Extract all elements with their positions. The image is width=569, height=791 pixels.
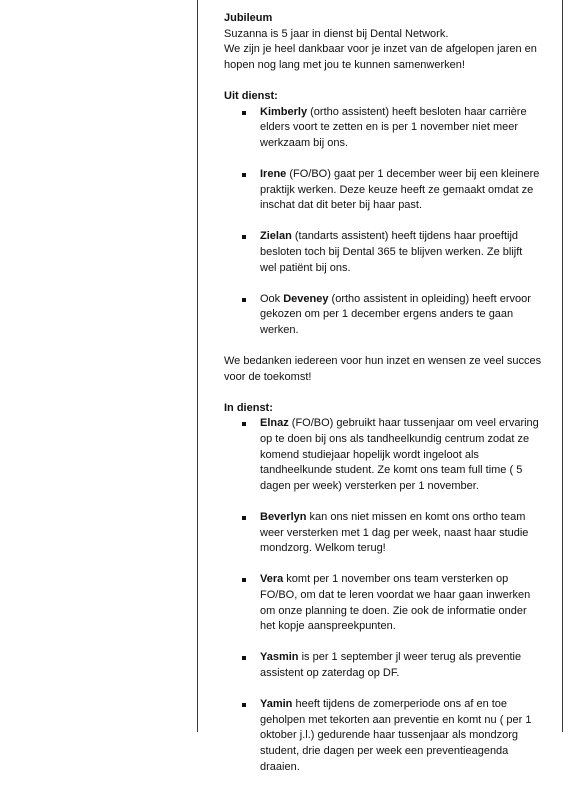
bullet-square-icon (242, 235, 246, 239)
item-line: draaien. (260, 760, 300, 773)
item-first-line (260, 167, 554, 183)
item-line: weer versterken met 1 dag per week, naast haar studie (260, 526, 529, 539)
item-text: is per 1 september jl weer terug als preventie (298, 651, 522, 664)
bullet-square-icon (242, 578, 246, 582)
bullet-square-icon (242, 298, 246, 302)
uit-dienst-section (224, 89, 554, 339)
person-name: Deveney (283, 292, 329, 305)
item-line: werkzaam bij ons. (260, 136, 349, 149)
bullet-square-icon (242, 111, 246, 115)
item-first-line (260, 510, 554, 526)
item-line: praktijk werken. Deze keuze heeft ze gemaakt omdat ze (260, 183, 534, 196)
jubileum-line: hopen nog lang met jou te kunnen samenwerken! (224, 58, 465, 71)
list-item (224, 650, 554, 681)
item-line: mondzorg. Welkom terug! (260, 542, 386, 555)
item-text: heeft tijdens de zomerperiode ons af en toe (292, 698, 508, 711)
in-dienst-heading: In dienst: (224, 401, 273, 414)
bullet-square-icon (242, 173, 246, 177)
item-first-line (260, 697, 554, 713)
list-item (224, 416, 554, 494)
item-line: elders voort te zetten en is per 1 november niet meer (260, 121, 519, 134)
item-text: (ortho assistent) heeft besloten haar carrière (307, 105, 527, 118)
item-text: (FO/BO) gaat per 1 december weer bij een kleinere (286, 167, 540, 180)
item-line: tandheelkunde student. Ze komt ons team full time ( 5 (260, 464, 523, 477)
list-item (224, 229, 554, 276)
item-line: dagen per week) versterken per 1 november. (260, 479, 479, 492)
item-first-line (260, 416, 554, 432)
item-first-line (260, 650, 554, 666)
item-first-line (260, 105, 554, 121)
list-item (224, 167, 554, 214)
spacer (224, 73, 554, 89)
list-item (224, 510, 554, 557)
uit-dienst-heading: Uit dienst: (224, 89, 278, 102)
item-first-line (260, 229, 554, 245)
item-line: assistent op zaterdag op DF. (260, 666, 400, 679)
item-line: wel patiënt bij ons. (260, 261, 351, 274)
thanks-line: voor de toekomst! (224, 370, 312, 383)
person-name: Beverlyn (260, 511, 307, 523)
person-name: Vera (260, 573, 284, 586)
item-line: werken. (260, 323, 299, 336)
bullet-square-icon (242, 703, 246, 707)
item-line: komend studiejaar hopelijk wordt ingeloot als (260, 448, 479, 461)
item-line: FO/BO, om dat te leren voordat we haar gaan inwerken (260, 588, 531, 601)
item-line: oktober j.l.) gedurende haar tussenjaar als mondzorg (260, 729, 519, 742)
thanks-line: We bedanken iedereen voor hun inzet en wensen ze veel succes (224, 355, 542, 368)
item-text: (tandarts assistent) heeft tijdens haar proeftijd (291, 230, 519, 243)
list-item (224, 697, 554, 775)
item-text: komt per 1 november ons team versterken op (283, 573, 509, 586)
person-name: Elnaz (260, 417, 289, 430)
right-border-line (562, 0, 563, 732)
person-name: Zielan (260, 230, 292, 243)
item-line: besloten toch bij Dental 365 te blijven werken. Ze blijft (260, 245, 523, 258)
thanks-paragraph (224, 354, 554, 385)
jubileum-line: Suzanna is 5 jaar in dienst bij Dental Network. (224, 27, 449, 40)
uit-dienst-list (224, 105, 554, 339)
item-line: het kopje aanspreekpunten. (260, 620, 396, 633)
item-first-line (260, 572, 554, 588)
item-line: inschat dat dit beter bij haar past. (260, 199, 423, 212)
newsletter-content (224, 11, 554, 791)
jubileum-heading: Jubileum (224, 12, 273, 24)
person-name: Kimberly (260, 105, 308, 118)
item-line: geholpen met tekorten aan preventie en komt nu ( per 1 (260, 713, 532, 726)
item-line: om onze planning te doen. Zie ook de informatie onder (260, 604, 527, 617)
left-border-line (197, 0, 198, 732)
in-dienst-section (224, 401, 554, 775)
jubileum-line: We zijn je heel dankbaar voor je inzet van de afgelopen jaren en (224, 43, 537, 56)
list-item (224, 292, 554, 339)
jubileum-section (224, 11, 554, 73)
page-left-margin (0, 0, 197, 732)
item-line: student, drie dagen per week een preventieagenda (260, 744, 509, 757)
person-name: Yasmin (260, 651, 299, 664)
item-prefix: Ook (260, 292, 284, 305)
bullet-square-icon (242, 516, 246, 520)
item-line: gekozen om per 1 december ergens anders te gaan (260, 308, 514, 321)
bullet-square-icon (242, 422, 246, 426)
spacer (224, 385, 554, 401)
item-text: (ortho assistent in opleiding) heeft ervoor (328, 292, 531, 305)
item-first-line (260, 292, 554, 308)
person-name: Irene (260, 167, 287, 180)
list-item (224, 105, 554, 152)
bullet-square-icon (242, 656, 246, 660)
person-name: Yamin (260, 698, 293, 711)
item-text: kan ons niet missen en komt ons ortho team (306, 511, 526, 523)
item-text: (FO/BO) gebruikt haar tussenjaar om veel ervaring (288, 417, 539, 430)
item-line: op te doen bij ons als tandheelkundig centrum zodat ze (260, 433, 530, 446)
list-item (224, 572, 554, 634)
in-dienst-list (224, 416, 554, 775)
